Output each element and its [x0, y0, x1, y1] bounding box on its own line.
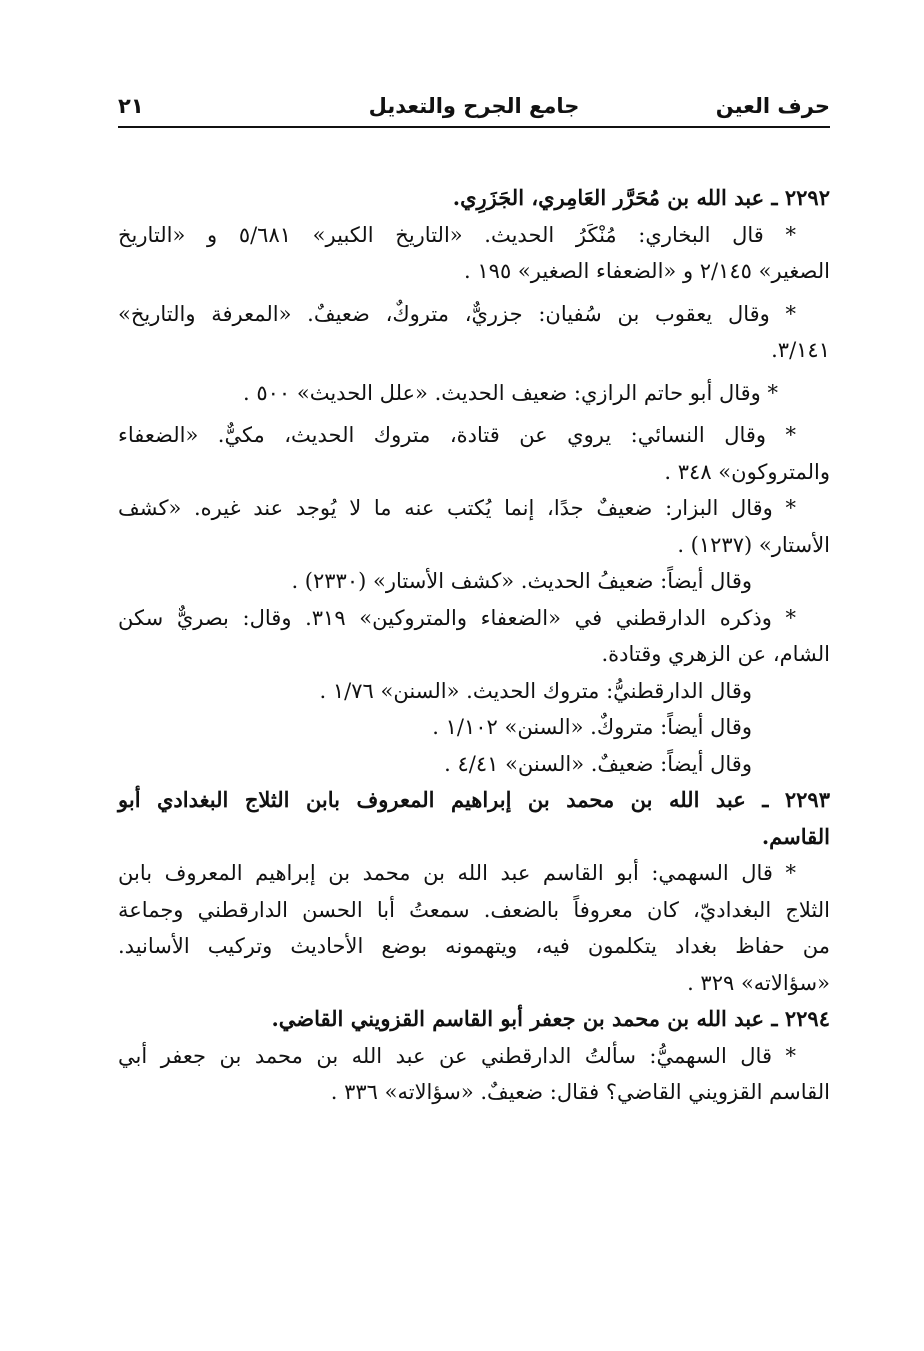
text-line: من حفاظ بغداد يتكلمون فيه، ويتهمونه بوضع الأحاديث وتركيب الأسانيد.	[118, 934, 830, 958]
text-line: الثلاج البغداديّ، كان معروفاً بالضعف. سمعتُ أبا الحسن الدارقطني وجماعة	[118, 897, 830, 922]
chapter-title: حرف العين	[715, 94, 830, 118]
text-line: * قال البخاري: مُنْكَرُ الحديث. «التاريخ الكبير» ٥/٦٨١ و «التاريخ	[118, 222, 796, 247]
text-line: الأستار» (١٢٣٧) .	[677, 532, 830, 557]
entry-2294-title: ٢٢٩٤ ـ عبد الله بن محمد بن جعفر أبو القاسم القزويني القاضي.	[271, 1006, 830, 1031]
text-line: وقال الدارقطنيُّ: متروك الحديث. «السنن» ١/٧٦ .	[319, 678, 752, 703]
entry-2292-title: ٢٢٩٢ ـ عبد الله بن مُحَرَّر العَامِري، الجَزَرِي.	[452, 185, 830, 210]
page-body	[118, 180, 830, 1111]
text-line: * وذكره الدارقطني في «الضعفاء والمتروكين» ٣١٩. وقال: بصريٌّ سكن	[118, 605, 797, 630]
text-line: * وقال البزار: ضعيفٌ جدًا، إنما يُكتب عنه ما لا يُوجد عند غيره. «كشف	[118, 496, 796, 520]
text-line: ٣/١٤١.	[771, 338, 830, 362]
text-line: «سؤالاته» ٣٢٩ .	[687, 970, 830, 995]
book-title: جامع الجرح والتعديل	[368, 94, 580, 118]
text-line: القاسم القزويني القاضي؟ فقال: ضعيفٌ. «سؤالاته» ٣٣٦ .	[330, 1080, 830, 1104]
entry-2293-title: ٢٢٩٣ ـ عبد الله بن محمد بن إبراهيم المعروف بابن الثلاج البغدادي أبو	[118, 787, 830, 812]
text-line: الشام، عن الزهري وقتادة.	[601, 642, 830, 666]
text-line: * قال السهميُّ: سألتُ الدارقطني عن عبد الله بن محمد بن جعفر أبي	[118, 1043, 796, 1068]
page-header	[118, 88, 830, 128]
text-line: وقال أيضاً: متروكٌ. «السنن» ١/١٠٢ .	[432, 715, 752, 739]
text-line: وقال أيضاً: ضعيفٌ. «السنن» ٤/٤١ .	[444, 751, 752, 776]
header-rule	[118, 126, 830, 128]
text-line: الصغير» ٢/١٤٥ و «الضعفاء الصغير» ١٩٥ .	[464, 259, 830, 283]
text-line: والمتروكون» ٣٤٨ .	[664, 459, 830, 484]
text-line: * قال السهمي: أبو القاسم عبد الله بن محمد بن إبراهيم المعروف بابن	[118, 861, 796, 885]
text-line: وقال أيضاً: ضعيفُ الحديث. «كشف الأستار» (٢٣٣٠) .	[291, 569, 752, 593]
text-line: * وقال النسائي: يروي عن قتادة، متروك الحديث، مكيٌّ. «الضعفاء	[118, 423, 796, 447]
text-line: * وقال أبو حاتم الرازي: ضعيف الحديث. «علل الحديث» ٥٠٠ .	[242, 380, 778, 405]
page-number: ٢١	[118, 94, 144, 118]
entry-2293-title-cont: القاسم.	[761, 823, 830, 849]
text-line: * وقال يعقوب بن سُفيان: جزريٌّ، متروكٌ، ضعيفٌ. «المعرفة والتاريخ»	[118, 301, 796, 326]
